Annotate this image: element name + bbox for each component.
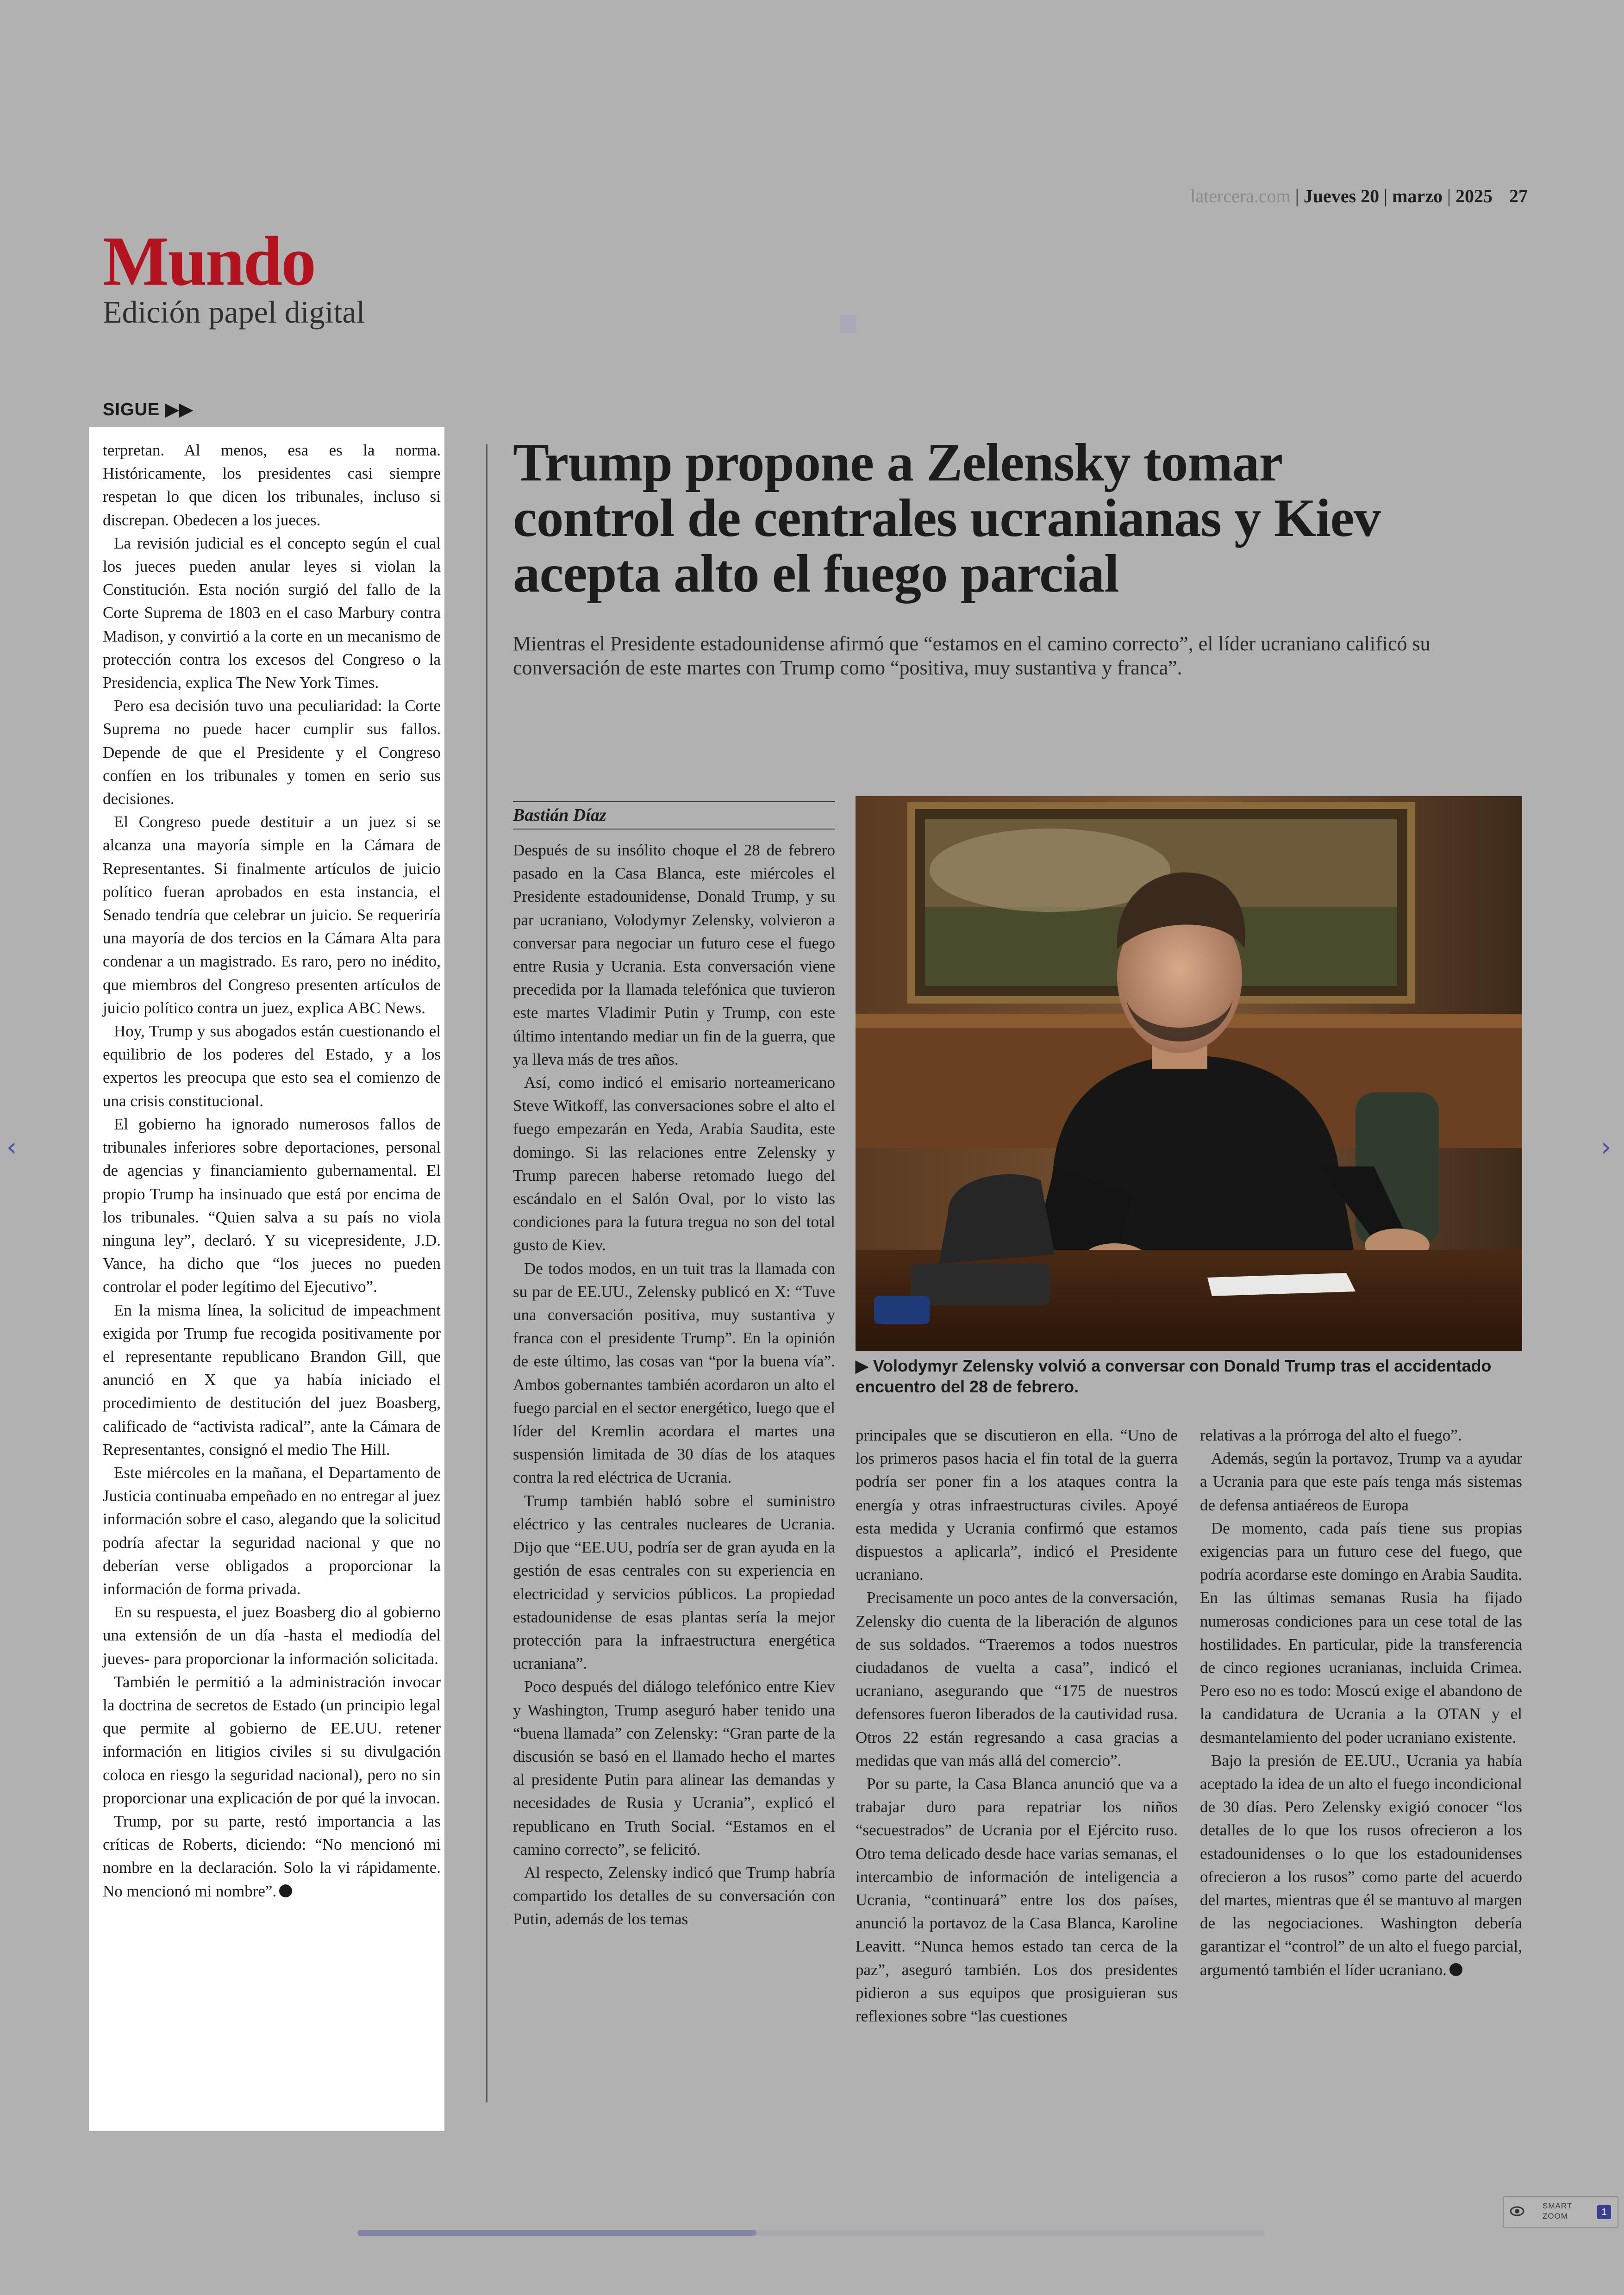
page-number: 27	[1509, 186, 1528, 206]
article-column-1	[513, 839, 835, 1931]
paragraph: El gobierno ha ignorado numerosos fallos de tribunales inferiores sobre deportaciones, personal de agencias y financiamiento gubernamental. El propio Trump ha insinuado que está por encima de los tribunales. “Quien salva a su país no viola ninguna ley”, declaró. Y su vicepresidente, J.D. Vance, ha dicho que “los jueces no pueden controlar el poder legítimo del Ejecutivo”.	[103, 1115, 441, 1296]
smart-zoom-label-2: ZOOM	[1543, 2212, 1568, 2220]
chevron-right-icon: ›	[1601, 1132, 1612, 1162]
smart-zoom-button[interactable]	[1503, 2196, 1618, 2228]
zelensky-photo-illustration	[856, 796, 1522, 1351]
paragraph: Trump también habló sobre el suministro eléctrico y las centrales nucleares de Ucrania. Dijo que “EE.UU, podría ser de gran ayuda en la gestión de esas centrales con su experiencia en electricidad y servicios públicos. La propiedad estadounidense de esas plantas sería la mejor protección para la infraestructura energética ucraniana”.	[513, 1491, 835, 1673]
smart-zoom-label-1: SMART	[1543, 2201, 1573, 2210]
paragraph: También le permitió a la administración invocar la doctrina de secretos de Estado (un principio legal que permite al gobierno de EE.UU. retener información en litigios civiles si su divulgación coloca en riesgo la seguridad nacional), pero no sin proporcionar una explicación de por qué la invocan.	[103, 1672, 441, 1807]
paragraph: Poco después del diálogo telefónico entre Kiev y Washington, Trump aseguró haber tenido una “buena llamada” con Zelensky: “Gran parte de la discusión se basó en el llamado hecho el martes al presidente Putin para alinear las demandas y necesidades de Rusia y Ucrania”, explicó el republicano en Truth Social. “Estamos en el camino correcto”, se felicitó.	[513, 1678, 835, 1858]
page-header-meta: latercera.com | Jueves 20 | marzo | 2025 27	[1190, 186, 1528, 206]
next-page-button[interactable]	[1601, 1132, 1611, 1162]
paragraph: Así, como indicó el emisario norteamericano Steve Witkoff, las conversaciones sobre el alto el fuego empezarán en Yeda, Arabia Saudita, este domingo. Si las relaciones entre Zelensky y Trump parecen haberse retomado luego del escándalo en el Salón Oval, por lo visto las condiciones para la futura tregua no son del total gusto de Kiev.	[513, 1073, 835, 1254]
paragraph: relativas a la prórroga del alto el fuego”.	[1200, 1426, 1462, 1444]
paragraph: La revisión judicial es el concepto según el cual los jueces pueden anular leyes si violan la Constitución. Esta noción surgió del fallo de la Corte Suprema de 1803 en el caso Marbury contra Madison, y convirtió a la corte en un mecanismo de protección contra los excesos del Congreso o la Presidencia, explica The New York Times.	[103, 534, 441, 692]
paragraph: De momento, cada país tiene sus propias exigencias para un futuro cese del fuego, que podría acordarse este domingo en Arabia Saudita. En las últimas semanas Rusia ha fijado numerosas condiciones para un cese total de las hostilidades. En particular, pide la transferencia de cinco regiones ucranianas, incluida Crimea. Pero eso no es todo: Moscú exige el abandono de la candidatura de Ucrania a la OTAN y el desmantelamiento del poder ucraniano existente.	[1200, 1519, 1522, 1746]
paragraph: Además, según la portavoz, Trump va a ayudar a Ucrania para que este país tenga más sistemas de defensa antiaéreos de Europa	[1200, 1449, 1522, 1514]
header-year: 2025	[1455, 186, 1493, 206]
section-title: Mundo	[103, 222, 315, 300]
continued-article-text	[103, 439, 441, 1903]
zoom-level-badge: 1	[1597, 2205, 1611, 2219]
edition-label: Edición papel digital	[103, 294, 365, 330]
chevron-left-icon: ‹	[6, 1132, 17, 1162]
article-column-3	[1200, 1424, 1522, 1982]
header-day: Jueves 20	[1303, 186, 1380, 206]
article-subhead: Mientras el Presidente estadounidense afirmó que “estamos en el camino correcto”, el líder ucraniano calificó su conversación de este martes con Trump como “positiva, muy sustantiva y franca”.	[513, 632, 1430, 679]
paragraph: Pero esa decisión tuvo una peculiaridad: la Corte Suprema no puede hacer cumplir sus fallos. Depende de que el Presidente y el Congreso confíen en los tribunales y tomen en serio sus decisiones.	[103, 697, 441, 808]
end-of-article-bullet	[1449, 1963, 1462, 1976]
paragraph: Trump, por su parte, restó importancia a las críticas de Roberts, diciendo: “No mencionó mi nombre en la declaración. Solo la vi rápidamente. No mencionó mi nombre”.	[103, 1812, 441, 1900]
paragraph: Este miércoles en la mañana, el Departamento de Justicia continuaba empeñado en no entregar al juez información sobre el caso, alegando que la solicitud podría afectar la seguridad nacional y que no deberían verse obligados a proporcionar la información de forma privada.	[103, 1463, 441, 1598]
paragraph: Hoy, Trump y sus abogados están cuestionando el equilibrio de los poderes del Estado, y a los expertos les preocupa que esto sea el comienzo de una crisis constitucional.	[103, 1022, 441, 1110]
previous-page-button[interactable]	[6, 1132, 17, 1162]
article-column-2	[856, 1424, 1178, 2028]
photo-caption: ▶ Volodymyr Zelensky volvió a conversar con Donald Trump tras el accidentado encuentro del 28 de febrero.	[856, 1356, 1492, 1396]
paragraph: Por su parte, la Casa Blanca anunció que va a trabajar duro para repatriar los niños “secuestrados” de Ucrania por el Ejército ruso. Otro tema delicado desde hace varias semanas, el intercambio de información de inteligencia a Ucrania, “continuará” entre los dos países, anunció la portavoz de la Casa Blanca, Karoline Leavitt. “Nunca hemos estado tan cerca de la paz”, aseguró también. Los dos presidentes pidieron a sus equipos que prosiguieran sus reflexiones sobre “las cuestiones	[856, 1775, 1178, 2026]
column-divider	[486, 444, 487, 2102]
paragraph: En la misma línea, la solicitud de impeachment exigida por Trump fue recogida positivamente por el representante republicano Brandon Gill, que anunció en X que ya había iniciado el procedimiento de destitución del juez Boasberg, calificado de “activista radical”, ante la Cámara de Representantes, consignó el medio The Hill.	[103, 1301, 441, 1459]
eye-icon	[1509, 2203, 1525, 2219]
paragraph: principales que se discutieron en ella. “Uno de los primeros pasos hacia el fin total de la guerra podría ser poner fin a los ataques contra la energía y otras infraestructuras civiles. Apoyé esta medida y Ucrania confirmó que estamos dispuestos a aplicarla”, indicó el Presidente ucraniano.	[856, 1426, 1178, 1584]
article-byline: Bastián Díaz	[513, 801, 835, 828]
paragraph: terpretan. Al menos, esa es la norma. Históricamente, los presidentes casi siempre respetan lo que dicen los tribunales, incluso si discrepan. Obedecen a los jueces.	[103, 441, 441, 529]
page-progress-fill	[357, 2230, 756, 2236]
paragraph: Después de su insólito choque el 28 de febrero pasado en la Casa Blanca, este miércoles el Presidente estadounidense, Donald Trump, y su par ucraniano, Volodymyr Zelensky, volvieron a conversar para negociar un futuro cese el fuego entre Rusia y Ucrania. Esta conversación viene precedida por la llamada telefónica que tuvieron este martes Vladimir Putin y Trump, con este último intentando mediar un fin de la guerra, que ya lleva más de tres años.	[513, 841, 835, 1068]
paragraph: El Congreso puede destituir a un juez si se alcanza una mayoría simple en la Cámara de Representantes. Si finalmente artículos de juicio político fueran aprobados en esta instancia, el Senado tendría que celebrar un juicio. Se requeriría una mayoría de dos tercios en la Cámara Alta para condenar a un magistrado. Es raro, pero no inédito, que miembros del Congreso presenten artículos de juicio político contra un juez, explica ABC News.	[103, 813, 441, 1017]
header-month: marzo	[1392, 186, 1443, 206]
paragraph: Al respecto, Zelensky indicó que Trump habría compartido los detalles de su conversación con Putin, además de los temas	[513, 1863, 835, 1928]
continued-label: SIGUE ▶▶	[103, 400, 194, 419]
paragraph: Bajo la presión de EE.UU., Ucrania ya había aceptado la idea de un alto el fuego incondicional de 30 días. Pero Zelensky exigió conocer “los detalles de lo que los rusos ofrecieron a los estadounidenses o lo que los estadounidenses ofrecieron a los rusos” como parte del acuerdo del martes, mientras que él se mantuvo al margen de las negociaciones. Washington debería garantizar el “control” de un alto el fuego parcial, argumentó también el líder ucraniano.	[1200, 1751, 1522, 1979]
paragraph: De todos modos, en un tuit tras la llamada con su par de EE.UU., Zelensky publicó en X: “Tuve una conversación positiva, muy sustantiva y franca con el presidente Trump”. En la opinión de este último, las cosas van “por la buena vía”. Ambos gobernantes también acordaron un alto el fuego parcial en el sector energético, luego que el líder del Kremlin acordara el martes una suspensión limitada de 30 días de los ataques contra la red eléctrica de Ucrania.	[513, 1259, 835, 1487]
end-of-article-bullet	[279, 1884, 292, 1897]
paragraph: En su respuesta, el juez Boasberg dio al gobierno una extensión de un día -hasta el mediodía del jueves- para proporcionar la información solicitada.	[103, 1603, 441, 1668]
article-photo	[856, 796, 1522, 1351]
paragraph: Precisamente un poco antes de la conversación, Zelensky dio cuenta de la liberación de algunos de sus soldados. “Traeremos a todos nuestros ciudadanos de vuelta a casa”, indicó el ucraniano, asegurando que “175 de nuestros defensores fueron liberados de la cautividad rusa. Otros 22 están regresando a casa gracias a medidas que van más allá del comercio”.	[856, 1589, 1178, 1770]
page-marker-icon	[840, 315, 856, 333]
article-headline: Trump propone a Zelensky tomar control de centrales ucranianas y Kiev acepta alto el fuego parcial	[513, 433, 1380, 604]
site-name: latercera.com	[1190, 186, 1291, 206]
